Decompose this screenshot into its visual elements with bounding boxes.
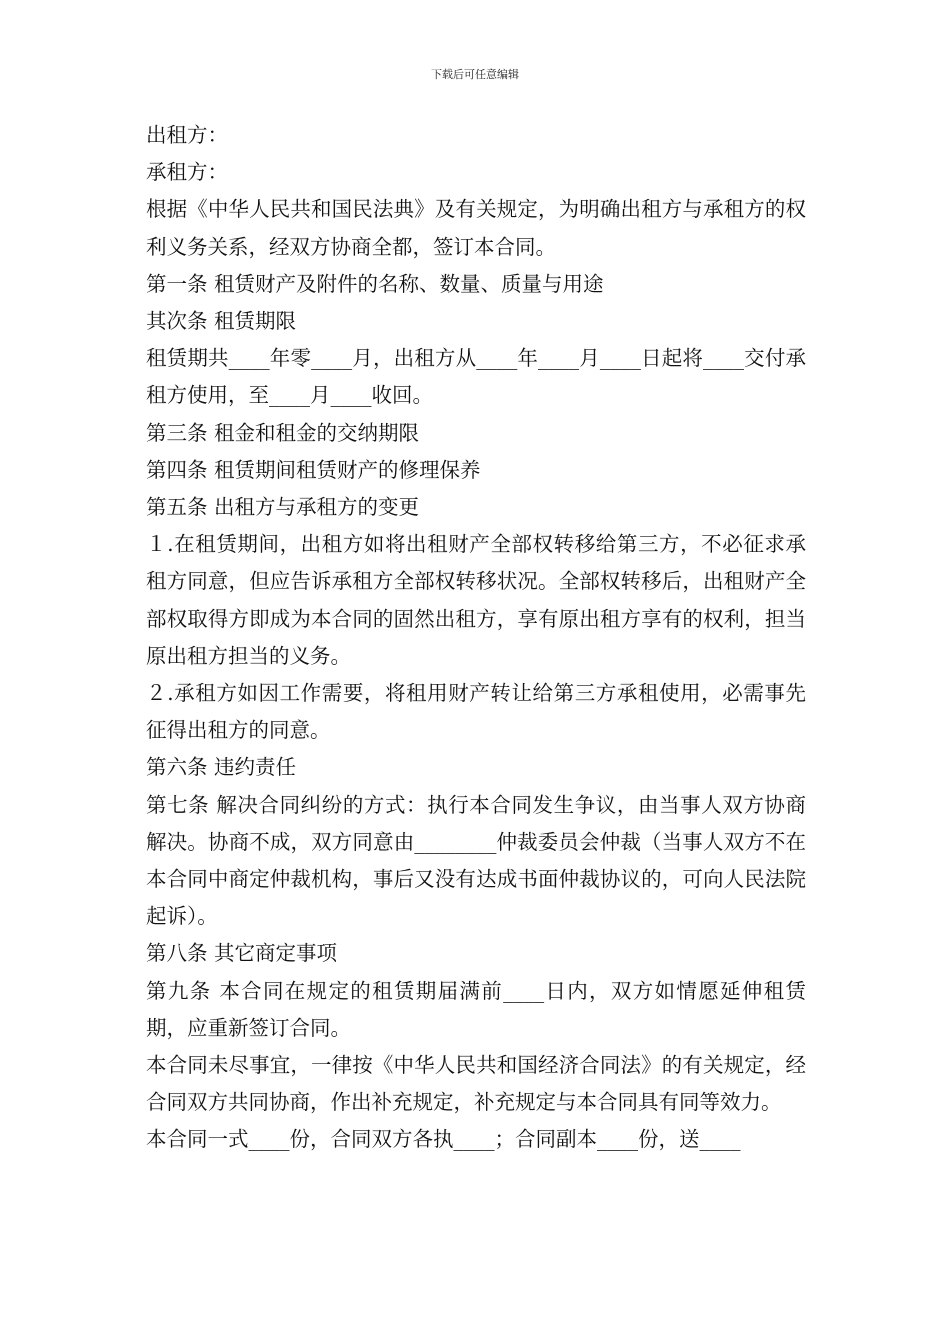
- page-header: 下载后可任意编辑: [431, 68, 519, 81]
- copies-paragraph: 本合同一式____份，合同双方各执____；合同副本____份，送____: [146, 1127, 741, 1152]
- article-7-paragraph: 第七条 解决合同纠纷的方式：执行本合同发生争议，由当事人双方协商解决。协商不成，双方同意由________仲裁委员会仲裁（当事人双方不在本合同中商定仲裁机构，事后又没有达成书面仲裁协议的，可向人民法院起诉）。: [146, 792, 806, 929]
- article-6-heading: 第六条 违约责任: [146, 755, 297, 780]
- lessor-line: 出租方：: [146, 123, 228, 147]
- article-3-heading: 第三条 租金和租金的交纳期限: [146, 420, 420, 445]
- article-9-paragraph: 第九条 本合同在规定的租赁期届满前____日内，双方如情愿延伸租赁期，应重新签订合同。: [146, 978, 806, 1040]
- lease-term-paragraph: 租赁期共____年零____月，出租方从____年____月____日起将____交付承租方使用，至____月____收回。: [146, 346, 806, 408]
- clause-5-2-paragraph: ２.承租方如因工作需要，将租用财产转让给第三方承租使用，必需事先征得出租方的同意。: [146, 681, 806, 743]
- article-4-heading: 第四条 租赁期间租赁财产的修理保养: [146, 457, 481, 482]
- article-2-heading: 其次条 租赁期限: [146, 309, 297, 334]
- preamble-paragraph: 根据《中华人民共和国民法典》及有关规定，为明确出租方与承租方的权利义务关系，经双方协商全都，签订本合同。: [146, 197, 806, 259]
- supplementary-paragraph: 本合同未尽事宜，一律按《中华人民共和国经济合同法》的有关规定，经合同双方共同协商，作出补充规定，补充规定与本合同具有同等效力。: [146, 1053, 806, 1115]
- clause-5-1-paragraph: １.在租赁期间，出租方如将出租财产全部权转移给第三方，不必征求承租方同意，但应告诉承租方全部权转移状况。全部权转移后，出租财产全部权取得方即成为本合同的固然出租方，享有原出租方享有的权利，担当原出租方担当的义务。: [146, 532, 806, 668]
- article-1-heading: 第一条 租赁财产及附件的名称、数量、质量与用途: [146, 271, 604, 296]
- lessee-line: 承租方：: [146, 160, 228, 185]
- article-5-heading: 第五条 出租方与承租方的变更: [146, 495, 420, 520]
- contract-body: [146, 117, 806, 1159]
- article-8-heading: 第八条 其它商定事项: [146, 941, 338, 966]
